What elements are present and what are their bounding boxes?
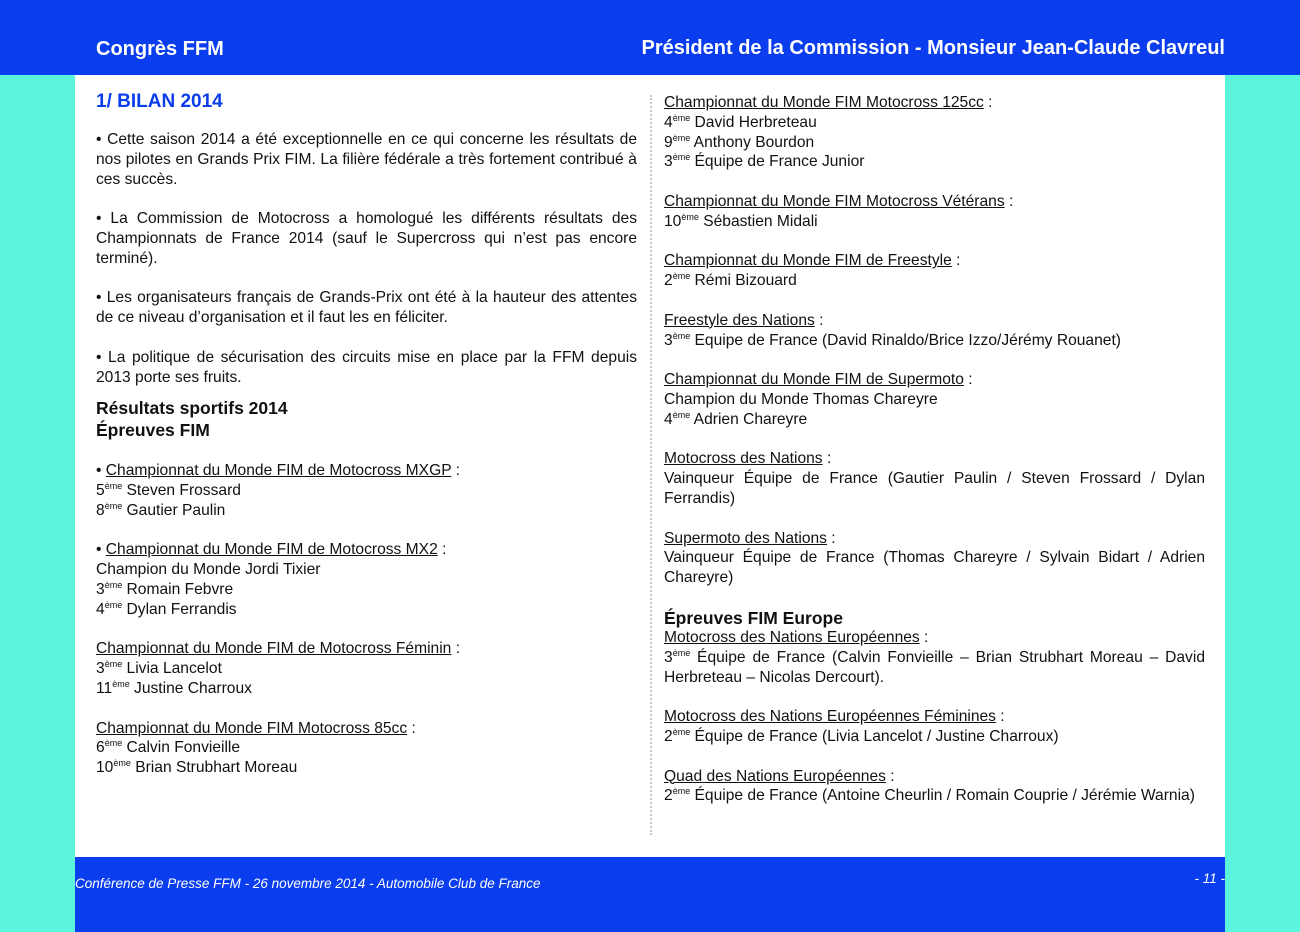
supermoto-title: Championnat du Monde FIM de Supermoto	[664, 371, 964, 389]
feminin-title-line: Championnat du Monde FIM de Motocross Féminin :	[96, 640, 461, 658]
cc125-title-line: Championnat du Monde FIM Motocross 125cc :	[664, 94, 993, 111]
result-line: 10ème Brian Strubhart Moreau	[96, 758, 298, 777]
quad-nations-title-line: Quad des Nations Européennes :	[664, 767, 895, 785]
result-line: 3ème Équipe de France Junior	[664, 152, 865, 171]
header-left-title: Congrès FFM	[96, 38, 224, 60]
result-line: 3ème Équipe de France (Calvin Fonvieille – Brian Strubhart Moreau – David Herbreteau – Nicolas Dercourt).	[664, 647, 1205, 686]
mx-nations-eu-title-line: Motocross des Nations Européennes :	[664, 628, 929, 646]
cc85-title-line: Championnat du Monde FIM Motocross 85cc :	[96, 719, 416, 737]
cc85-title: Championnat du Monde FIM Motocross 85cc	[96, 719, 408, 737]
feminin-title: Championnat du Monde FIM de Motocross Féminin	[96, 640, 452, 658]
europe-heading: Épreuves FIM Europe	[664, 607, 843, 628]
left-column	[96, 90, 637, 778]
header-bar	[0, 0, 1300, 75]
cc125-title: Championnat du Monde FIM Motocross 125cc	[664, 94, 984, 111]
result-line: 3ème Livia Lancelot	[96, 659, 222, 678]
mx-nations-eu-fem-title-line: Motocross des Nations Européennes Féminines :	[664, 708, 1005, 726]
champion-line: Champion du Monde Jordi Tixier	[96, 561, 321, 579]
result-line: 4ème David Herbreteau	[664, 112, 817, 131]
section-title: 1/ BILAN 2014	[96, 91, 223, 112]
result-line: 6ème Calvin Fonvieille	[96, 738, 241, 757]
quad-nations-title: Quad des Nations Européennes	[664, 767, 886, 785]
result-line: 5ème Steven Frossard	[96, 480, 241, 499]
freestyle-nations-title: Freestyle des Nations	[664, 311, 815, 329]
result-line: 2ème Rémi Bizouard	[664, 271, 797, 290]
column-divider	[650, 95, 652, 835]
mx-nations-title-line: Motocross des Nations :	[664, 450, 832, 468]
paragraph-3: • Les organisateurs français de Grands-Prix ont été à la hauteur des attentes de ce niveau d’organisation et il faut les en féliciter.	[96, 289, 637, 327]
paragraph-4: • La politique de sécurisation des circuits mise en place par la FFM depuis 2013 porte ses fruits.	[96, 348, 637, 386]
result-line: 2ème Équipe de France (Antoine Cheurlin / Romain Couprie / Jérémie Warnia)	[664, 786, 1195, 805]
result-line: 3ème Equipe de France (David Rinaldo/Brice Izzo/Jérémy Rouanet)	[664, 330, 1121, 349]
mx-nations-result: Vainqueur Équipe de France (Gautier Paulin / Steven Frossard / Dylan Ferrandis)	[664, 470, 1205, 507]
mx-nations-title: Motocross des Nations	[664, 450, 823, 468]
mx2-title-line: • Championnat du Monde FIM de Motocross MX2 :	[96, 541, 447, 559]
veterans-title-line: Championnat du Monde FIM Motocross Vétérans :	[664, 192, 1014, 210]
result-line: 9ème Anthony Bourdon	[664, 132, 815, 151]
supermoto-title-line: Championnat du Monde FIM de Supermoto :	[664, 371, 973, 389]
freestyle-nations-title-line: Freestyle des Nations :	[664, 311, 824, 329]
result-line: 8ème Gautier Paulin	[96, 500, 226, 519]
mxgp-title: Championnat du Monde FIM de Motocross MXGP	[105, 462, 452, 480]
results-heading: Résultats sportifs 2014	[96, 398, 288, 419]
result-line: 3ème Romain Febvre	[96, 579, 234, 598]
veterans-title: Championnat du Monde FIM Motocross Vétérans	[664, 192, 1005, 210]
paragraph-1: • Cette saison 2014 a été exceptionnelle en ce qui concerne les résultats de nos pilotes en Grands Prix FIM. La filière fédérale a très fortement contribué à ces succès.	[96, 131, 637, 188]
mx-nations-eu-fem-title: Motocross des Nations Européennes Féminines	[664, 708, 996, 726]
paragraph-2: • La Commission de Motocross a homologué les différents résultats des Championnats de France 2014 (sauf le Supercross qui n’est pas encore terminé).	[96, 210, 637, 267]
sm-nations-title-line: Supermoto des Nations :	[664, 529, 836, 547]
page-number: - 11 -	[1194, 871, 1225, 886]
result-line: 10ème Sébastien Midali	[664, 211, 818, 230]
sm-nations-title: Supermoto des Nations	[664, 529, 827, 547]
result-line: 4ème Dylan Ferrandis	[96, 599, 237, 618]
freestyle-title-line: Championnat du Monde FIM de Freestyle :	[664, 252, 961, 270]
mx2-title: Championnat du Monde FIM de Motocross MX2	[105, 541, 438, 559]
right-column	[664, 93, 1205, 806]
footer-bar	[75, 857, 1225, 932]
result-line: 4ème Adrien Chareyre	[664, 409, 808, 428]
result-line: 11ème Justine Charroux	[96, 678, 252, 697]
mxgp-title-line: • Championnat du Monde FIM de Motocross MXGP :	[96, 462, 460, 480]
champion-line: Champion du Monde Thomas Chareyre	[664, 390, 938, 408]
result-line: 2ème Équipe de France (Livia Lancelot / Justine Charroux)	[664, 726, 1059, 745]
footer-text: Conférence de Presse FFM - 26 novembre 2014 - Automobile Club de France	[75, 876, 541, 891]
freestyle-title: Championnat du Monde FIM de Freestyle	[664, 252, 952, 270]
header-right-title: Président de la Commission - Monsieur Jean-Claude Clavreul	[641, 37, 1225, 59]
sm-nations-result: Vainqueur Équipe de France (Thomas Chareyre / Sylvain Bidart / Adrien Chareyre)	[664, 549, 1205, 587]
fim-heading: Épreuves FIM	[96, 420, 210, 441]
mx-nations-eu-title: Motocross des Nations Européennes	[664, 628, 920, 646]
